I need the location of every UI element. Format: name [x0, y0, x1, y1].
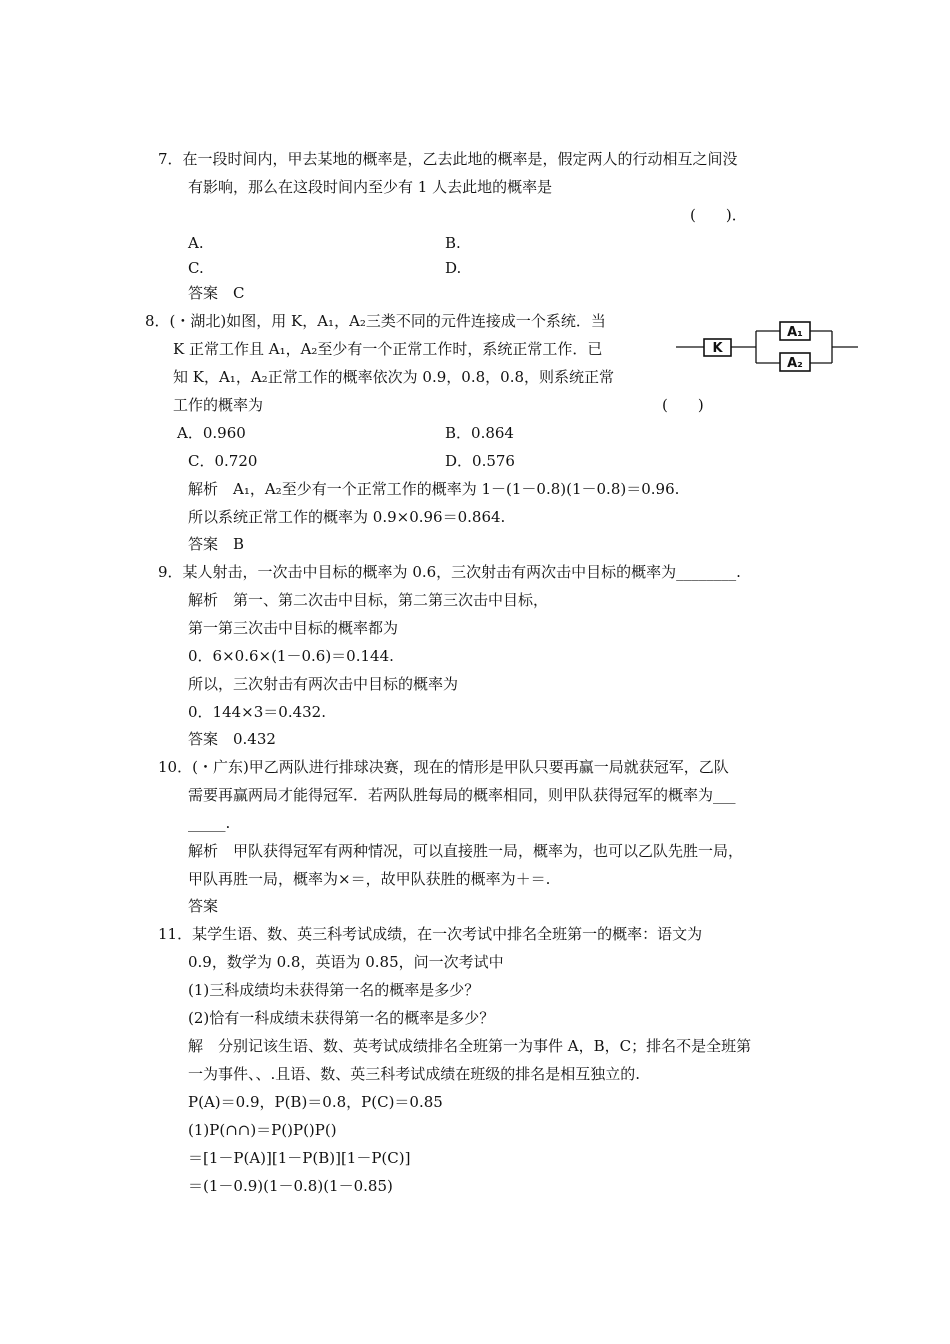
q8-answer: 答案 B	[188, 535, 245, 553]
q8-option-b: B．0.864	[445, 424, 514, 442]
q10-stem-line2: 需要再赢两局才能得冠军．若两队胜每局的概率相同，则甲队获得冠军的概率为___	[188, 786, 736, 804]
q7-stem-line1: 7．在一段时间内，甲去某地的概率是，乙去此地的概率是，假定两人的行动相互之间没	[158, 150, 738, 168]
q10-stem-line1: 10．(・广东)甲乙两队进行排球决赛，现在的情形是甲队只要再赢一局就获冠军，乙队	[158, 758, 729, 776]
q10-solution-line2: 甲队再胜一局，概率为×＝，故甲队获胜的概率为＋＝.	[188, 870, 551, 888]
q8-option-d: D．0.576	[445, 452, 515, 470]
q8-answer-paren: ( )	[662, 396, 704, 414]
q11-solution-line5: ＝[1－P(A)][1－P(B)][1－P(C)]	[188, 1149, 411, 1167]
component-a1-label: A₁	[787, 325, 803, 340]
q7-answer: 答案 C	[188, 284, 245, 302]
q9-stem-line1: 9．某人射击，一次击中目标的概率为 0.6，三次射击有两次击中目标的概率为________.	[158, 563, 741, 581]
q7-answer-paren: ( )．	[690, 206, 747, 224]
circuit-diagram	[676, 316, 858, 376]
q11-solution-line2: 一为事件、、.且语、数、英三科考试成绩在班级的排名是相互独立的.	[188, 1065, 641, 1083]
q11-solution-line4: (1)P(∩∩)＝P()P()P()	[188, 1121, 337, 1139]
q8-stem-line4: 工作的概率为	[173, 396, 264, 414]
q7-option-c: C.	[188, 259, 204, 277]
q8-stem-line1: 8．(・湖北)如图，用 K，A₁，A₂三类不同的元件连接成一个系统．当	[145, 312, 606, 330]
q7-stem-line2: 有影响，那么在这段时间内至少有 1 人去此地的概率是	[188, 178, 553, 196]
q11-part1: (1)三科成绩均未获得第一名的概率是多少？	[188, 981, 480, 999]
q11-stem-line1: 11．某学生语、数、英三科考试成绩，在一次考试中排名全班第一的概率：语文为	[158, 925, 703, 943]
q11-solution-line1: 解 分别记该生语、数、英考试成绩排名全班第一为事件 A，B，C；排名不是全班第	[188, 1037, 752, 1055]
q11-part2: (2)恰有一科成绩未获得第一名的概率是多少？	[188, 1009, 495, 1027]
q7-option-d: D.	[445, 259, 462, 277]
q9-solution-line1: 解析 第一、第二次击中目标，第二第三次击中目标，	[188, 591, 549, 609]
q9-solution-line4: 所以，三次射击有两次击中目标的概率为	[188, 675, 459, 693]
q10-stem-line3: _____.	[188, 814, 231, 832]
q11-stem-line2: 0.9，数学为 0.8，英语为 0.85，问一次考试中	[188, 953, 504, 971]
q9-solution-line3: 0．6×0.6×(1－0.6)＝0.144.	[188, 647, 394, 665]
q8-solution-line2: 所以系统正常工作的概率为 0.9×0.96＝0.864.	[188, 508, 506, 526]
q10-answer: 答案	[188, 897, 219, 915]
q8-solution-line1: 解析 A₁，A₂至少有一个正常工作的概率为 1－(1－0.8)(1－0.8)＝0.96.	[188, 480, 680, 498]
q8-stem-line2: K 正常工作且 A₁，A₂至少有一个正常工作时，系统正常工作．已	[173, 340, 603, 358]
q9-solution-line5: 0．144×3＝0.432.	[188, 703, 326, 721]
q11-solution-line3: P(A)＝0.9，P(B)＝0.8，P(C)＝0.85	[188, 1093, 443, 1111]
q7-option-a: A.	[188, 234, 204, 252]
q7-option-b: B.	[445, 234, 461, 252]
q11-solution-line6: ＝(1－0.9)(1－0.8)(1－0.85)	[188, 1177, 393, 1195]
q8-stem-line3: 知 K，A₁，A₂正常工作的概率依次为 0.9，0.8，0.8，则系统正常	[173, 368, 615, 386]
q8-option-c: C．0.720	[188, 452, 258, 470]
q10-solution-line1: 解析 甲队获得冠军有两种情况，可以直接胜一局，概率为，也可以乙队先胜一局，	[188, 842, 744, 860]
component-k-label: K	[712, 341, 723, 356]
q9-solution-line2: 第一第三次击中目标的概率都为	[188, 619, 399, 637]
q8-option-a: A．0.960	[177, 424, 246, 442]
component-a2-label: A₂	[787, 356, 803, 371]
q9-answer: 答案 0.432	[188, 730, 276, 748]
